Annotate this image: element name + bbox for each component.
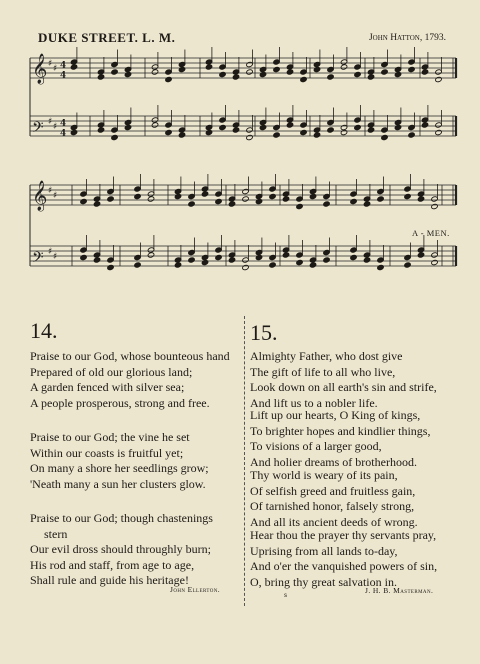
note-head: [313, 132, 320, 138]
verse-line: Uprising from all lands to-day,: [250, 543, 398, 558]
verse-line: Praise to our God; the vine he set: [30, 430, 190, 444]
verse-line: Lift up our hearts, O King of kings,: [250, 408, 421, 422]
verse-line: And lift us to a nobler life.: [250, 395, 378, 410]
verse-line: Prepared of old our glorious land;: [30, 364, 193, 379]
note-head: [80, 254, 87, 260]
note-head: [174, 262, 181, 268]
note-head: [134, 262, 141, 268]
note-head: [296, 259, 303, 265]
note-head: [165, 129, 172, 135]
note-head: [377, 264, 384, 270]
note-head: [178, 66, 185, 72]
note-head: [242, 264, 249, 270]
verse-line: To visions of a larger good,: [250, 439, 382, 453]
time-signature-top: 4: [60, 119, 67, 129]
hymn-14-author: John Ellerton.: [170, 585, 221, 594]
note-head: [242, 196, 249, 202]
note-head: [269, 193, 276, 199]
note-head: [286, 69, 293, 75]
note-head: [300, 76, 307, 82]
note-head: [340, 129, 347, 135]
note-head: [147, 196, 154, 202]
hymn-15-stanza-4: [250, 528, 437, 590]
note-head: [381, 69, 388, 75]
note-head: [363, 201, 370, 207]
note-head: [327, 127, 334, 133]
note-head: [431, 259, 438, 265]
note-head: [205, 64, 212, 70]
note-head: [367, 74, 374, 80]
page-mark: s: [284, 592, 288, 599]
sharp-icon: ♯: [48, 59, 53, 69]
note-head: [323, 201, 330, 207]
time-signature-bottom: 4: [60, 71, 67, 81]
note-head: [367, 127, 374, 133]
note-head: [147, 252, 154, 258]
note-head: [300, 129, 307, 135]
note-head: [219, 71, 226, 77]
note-head: [350, 254, 357, 260]
note-head: [408, 132, 415, 138]
verse-line: Of selfish greed and fruitless gain,: [250, 483, 416, 498]
note-head: [165, 76, 172, 82]
note-head: [228, 201, 235, 207]
note-head: [70, 129, 77, 135]
note-head: [404, 262, 411, 268]
sharp-icon: ♯: [53, 122, 58, 132]
verse-line: Shall rule and guide his heritage!: [30, 573, 189, 587]
note-head: [178, 132, 185, 138]
note-head: [421, 122, 428, 128]
note-head: [174, 193, 181, 199]
note-head: [309, 193, 316, 199]
note-head: [134, 193, 141, 199]
note-head: [381, 134, 388, 140]
note-head: [107, 196, 114, 202]
verse-line: His rod and staff, from age to age,: [30, 557, 195, 572]
note-head: [255, 198, 262, 204]
note-head: [323, 257, 330, 263]
note-head: [273, 66, 280, 72]
note-head: [404, 193, 411, 199]
note-head: [255, 254, 262, 260]
hymn-15-stanza-3: [250, 468, 418, 530]
verse-line: Praise to our God; though chastenings: [30, 511, 213, 525]
tune-title: DUKE STREET. L. M.: [38, 30, 176, 45]
sharp-icon: ♯: [53, 64, 58, 74]
note-head: [327, 74, 334, 80]
note-head: [435, 76, 442, 82]
note-head: [394, 124, 401, 130]
note-head: [107, 264, 114, 270]
note-head: [408, 66, 415, 72]
note-head: [259, 71, 266, 77]
note-head: [201, 259, 208, 265]
verse-line: And all its ancient deeds of wrong.: [250, 514, 418, 529]
hymn-14-stanza-1: [30, 349, 230, 411]
hymn-number-15: 15.: [250, 320, 278, 345]
note-head: [435, 129, 442, 135]
note-head: [354, 124, 361, 130]
note-head: [124, 71, 131, 77]
verse-line: 'Neath many a sun her clusters glow.: [30, 476, 206, 491]
note-head: [259, 124, 266, 130]
amen-label: A - MEN.: [412, 228, 450, 238]
note-head: [219, 124, 226, 130]
note-head: [188, 201, 195, 207]
verse-line: To brighter hopes and kindlier things,: [250, 423, 431, 438]
note-head: [246, 69, 253, 75]
treble-clef-icon: 𝄞: [32, 54, 48, 84]
note-head: [111, 69, 118, 75]
note-head: [340, 64, 347, 70]
verse-line: The gift of life to all who live,: [250, 364, 396, 379]
note-head: [228, 257, 235, 263]
note-head: [205, 129, 212, 135]
verse-line: On many a shore her seedlings grow;: [30, 461, 209, 475]
hymn-15-author: J. H. B. Masterman.: [365, 586, 434, 595]
note-head: [273, 132, 280, 138]
note-head: [151, 69, 158, 75]
verse-line: Our evil dross should throughly burn;: [30, 542, 211, 556]
verse-line: A people prosperous, strong and free.: [30, 395, 210, 410]
verse-line: Praise to our God, whose bounteous hand: [30, 349, 230, 363]
verse-line: Hear thou the prayer thy servants pray,: [250, 528, 437, 542]
verse-line: And o'er the vanquished powers of sin,: [250, 559, 438, 573]
note-head: [282, 196, 289, 202]
hymn-15-stanza-1: [250, 349, 437, 411]
note-head: [215, 254, 222, 260]
bass-clef-icon: 𝄢: [32, 119, 44, 140]
time-signature-top: 4: [60, 61, 67, 71]
note-head: [296, 203, 303, 209]
note-head: [431, 203, 438, 209]
note-head: [269, 262, 276, 268]
note-head: [188, 257, 195, 263]
verse-line: stern: [44, 526, 68, 541]
sharp-icon: ♯: [48, 117, 53, 127]
note-head: [421, 69, 428, 75]
note-head: [124, 124, 131, 130]
note-head: [80, 198, 87, 204]
note-head: [232, 74, 239, 80]
note-head: [111, 134, 118, 140]
note-head: [417, 196, 424, 202]
note-head: [286, 122, 293, 128]
note-head: [350, 198, 357, 204]
note-head: [394, 71, 401, 77]
note-head: [232, 127, 239, 133]
bass-clef-icon: 𝄢: [32, 249, 44, 270]
verse-line: A garden fenced with silver sea;: [30, 380, 185, 394]
verse-line: Of tarnished honor, falsely strong,: [250, 499, 415, 513]
music-score: [0, 0, 480, 300]
verse-line: Look down on all earth's sin and strife,: [250, 380, 437, 394]
note-head: [417, 252, 424, 258]
note-head: [309, 262, 316, 268]
note-head: [313, 66, 320, 72]
composer-credit: John Hatton, 1793.: [368, 33, 446, 43]
note-head: [97, 74, 104, 80]
note-head: [354, 71, 361, 77]
sharp-icon: ♯: [48, 247, 53, 257]
sharp-icon: ♯: [53, 191, 58, 201]
time-signature-bottom: 4: [60, 129, 67, 139]
sharp-icon: ♯: [48, 186, 53, 196]
verse-line: Thy world is weary of its pain,: [250, 468, 398, 482]
sharp-icon: ♯: [53, 252, 58, 262]
hymn-number-14: 14.: [30, 318, 58, 343]
hymn-15-stanza-2: [250, 408, 430, 470]
verse-line: O, bring thy great salvation in.: [250, 574, 397, 589]
note-head: [97, 127, 104, 133]
hymn-14-stanza-2: [30, 430, 209, 492]
treble-clef-icon: 𝄞: [32, 181, 48, 211]
note-head: [282, 252, 289, 258]
note-head: [151, 122, 158, 128]
note-head: [93, 257, 100, 263]
note-head: [246, 134, 253, 140]
verse-line: Almighty Father, who dost give: [250, 349, 403, 363]
verse-line: And holier dreams of brotherhood.: [250, 454, 417, 469]
note-head: [70, 64, 77, 70]
hymn-14-stanza-3: [30, 511, 213, 589]
note-head: [363, 257, 370, 263]
note-head: [201, 191, 208, 197]
column-divider: [244, 316, 245, 606]
note-head: [377, 196, 384, 202]
note-head: [93, 201, 100, 207]
verse-line: Within our coasts is fruitful yet;: [30, 445, 184, 460]
note-head: [215, 198, 222, 204]
